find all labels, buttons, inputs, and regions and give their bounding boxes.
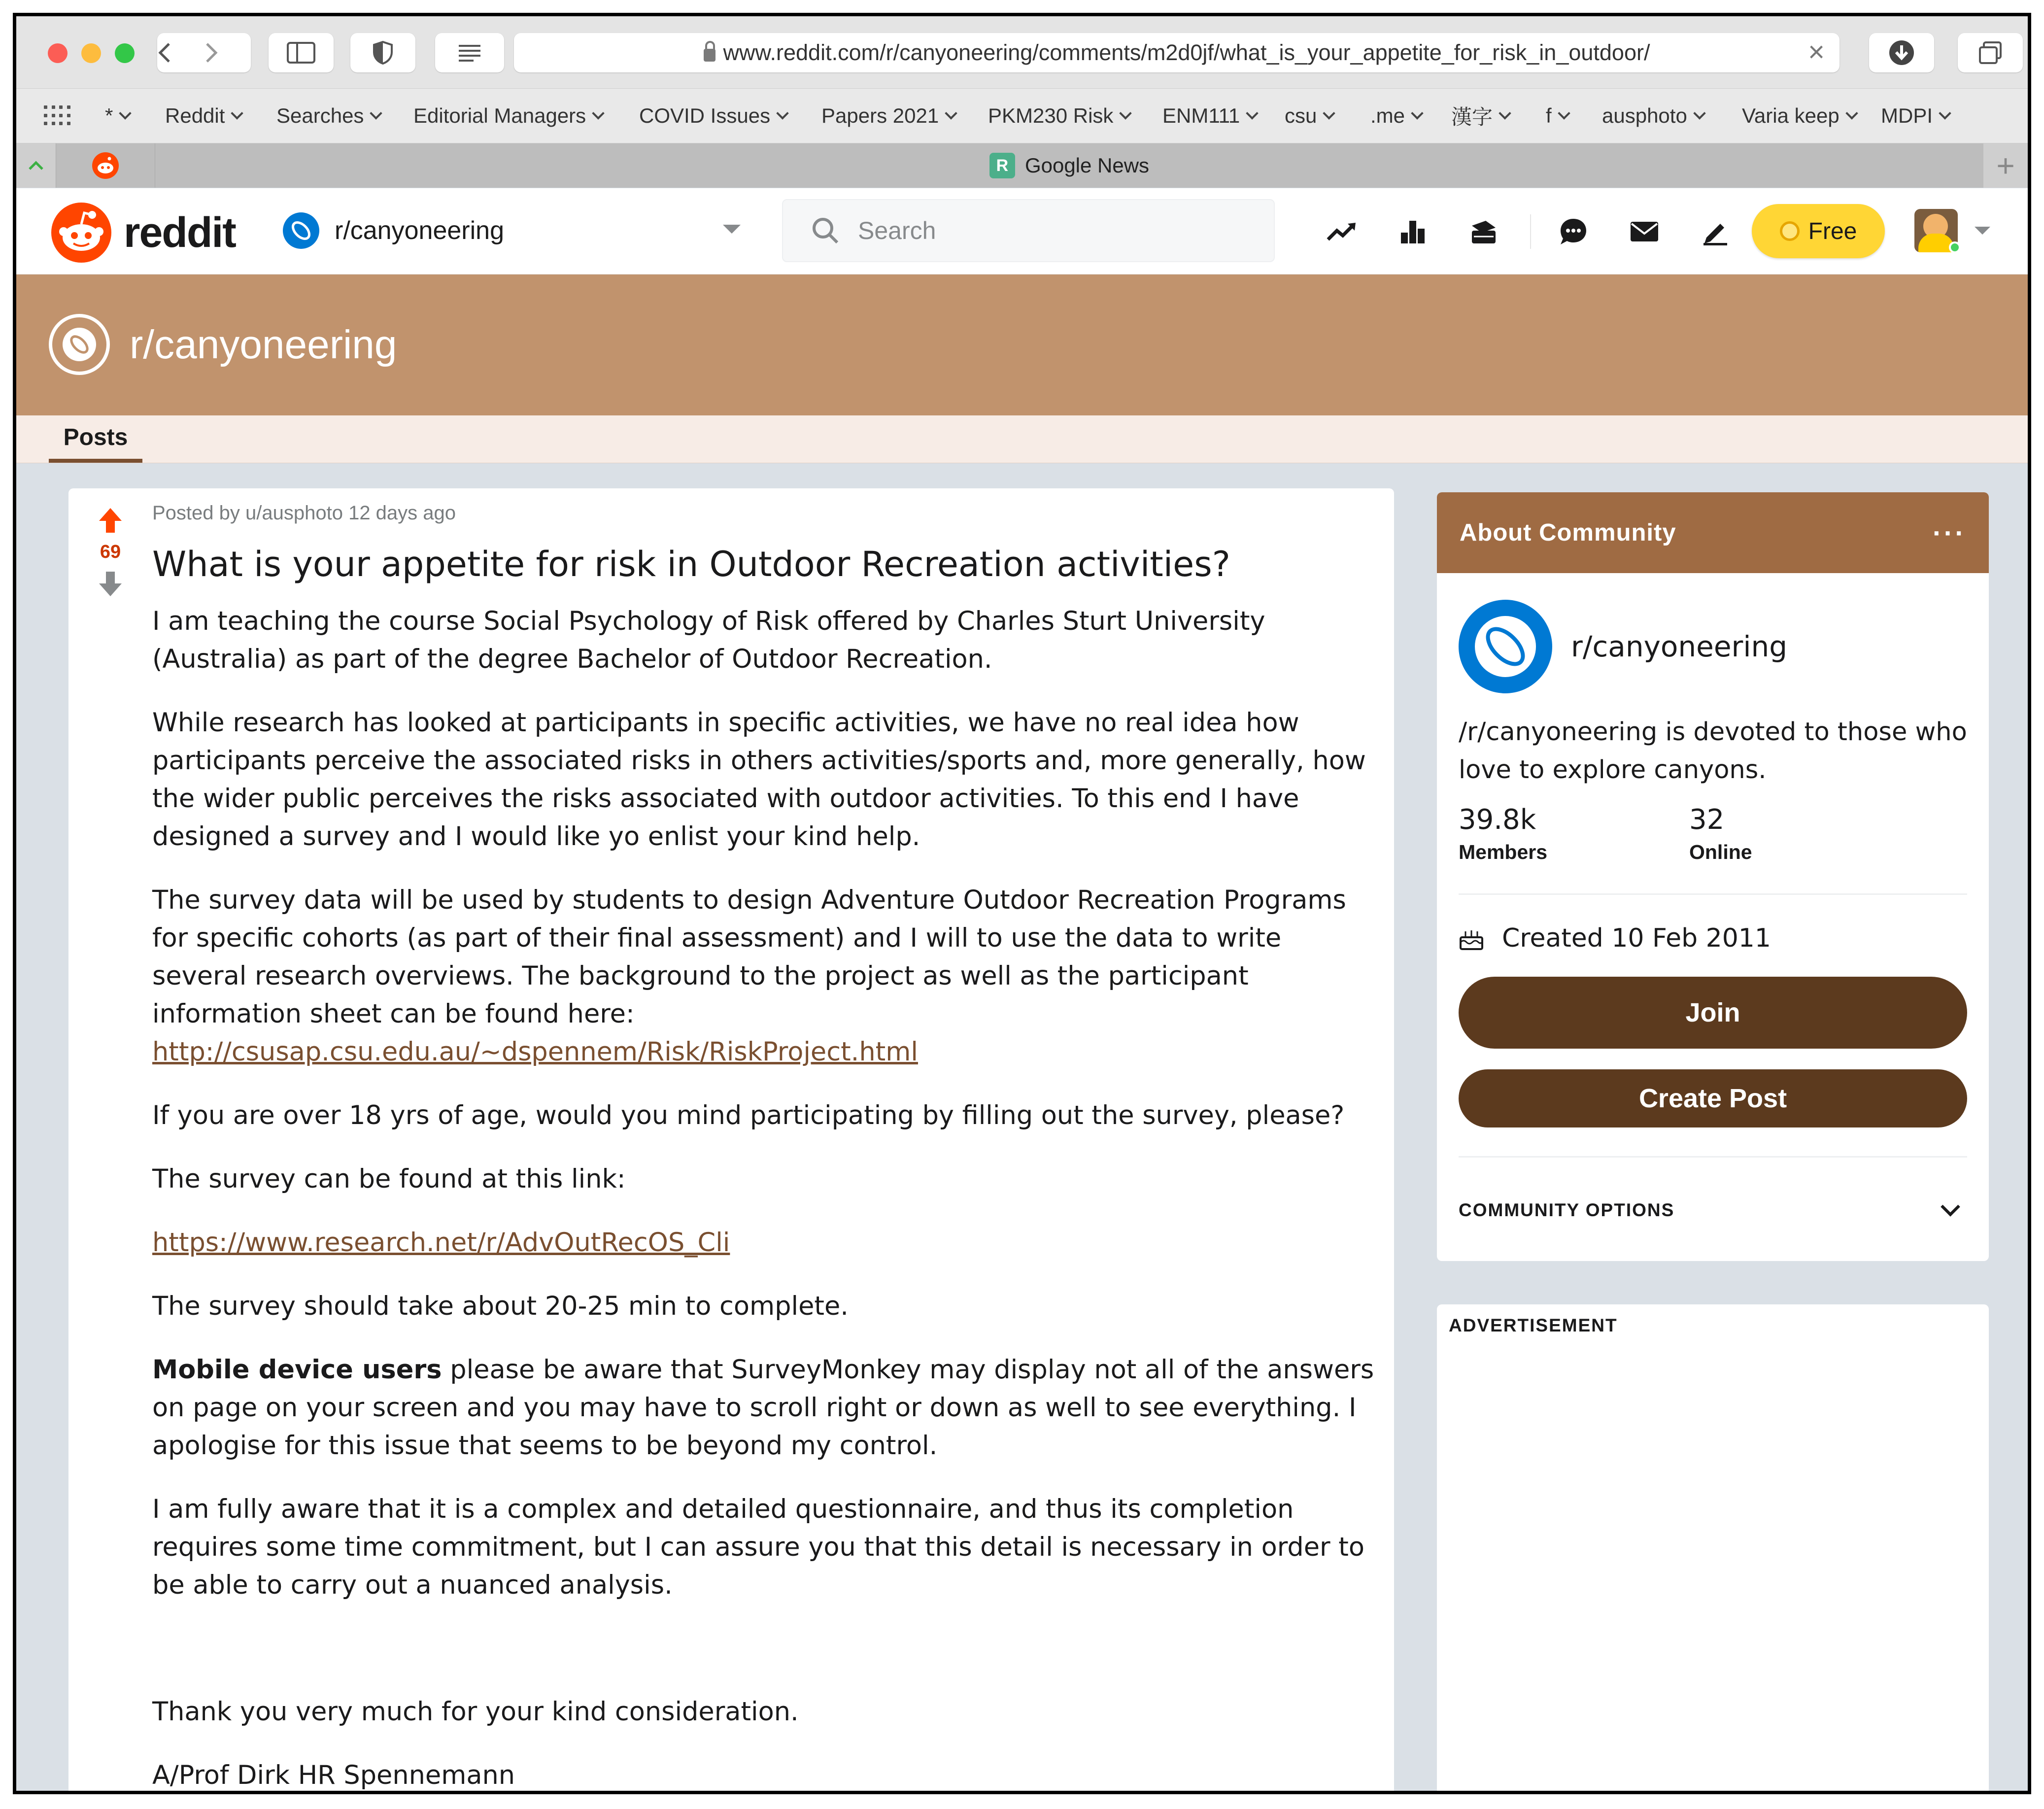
post-signature: A/Prof Dirk HR Spennemann — [152, 1760, 515, 1790]
created-date — [1459, 923, 1967, 953]
zoom-window-button[interactable] — [115, 43, 135, 63]
community-nav — [16, 415, 2028, 463]
trending-icon — [1326, 221, 1358, 242]
shield-icon — [372, 40, 394, 65]
tab-posts[interactable]: Posts — [49, 415, 142, 463]
created-text: Created 10 Feb 2011 — [1502, 923, 1771, 953]
chevron-down-icon — [1693, 107, 1705, 119]
header-actions — [1317, 208, 1762, 255]
search-icon — [811, 216, 840, 245]
post-bold-text: Mobile device users — [152, 1355, 442, 1385]
bookmark-label: MDPI — [1881, 104, 1933, 127]
chevron-down-icon — [1120, 107, 1132, 119]
google-news-favicon-icon: R — [989, 153, 1015, 178]
community-name[interactable]: r/canyoneering — [1571, 630, 1788, 663]
minimize-window-button[interactable] — [81, 43, 101, 63]
chevron-down-icon — [1499, 107, 1511, 119]
coins-icon — [1468, 218, 1499, 245]
about-community-header — [1437, 492, 1989, 573]
download-icon — [1888, 39, 1915, 67]
chevron-down-icon — [945, 107, 957, 119]
bookmark-label: Editorial Managers — [413, 104, 586, 127]
chevron-right-icon — [204, 42, 219, 64]
divider — [1459, 1156, 1967, 1158]
header-divider — [1530, 214, 1531, 249]
chevron-down-icon — [119, 107, 132, 119]
bookmark-label: Papers 2021 — [821, 104, 939, 127]
chevron-down-icon — [1323, 107, 1335, 119]
members-stat — [1459, 804, 1689, 864]
community-name: r/canyoneering — [335, 216, 504, 245]
bookmark-folder[interactable] — [1451, 89, 1509, 143]
bookmark-folder[interactable] — [165, 89, 241, 143]
community-logo-icon — [60, 325, 99, 364]
online-status-icon — [1949, 241, 1961, 253]
reddit-home-link[interactable] — [51, 202, 236, 263]
mail-icon — [1630, 221, 1659, 242]
create-post-button[interactable]: Create Post — [1459, 1069, 1967, 1127]
browser-toolbar — [16, 16, 2028, 89]
bookmark-label: ENM111 — [1162, 104, 1240, 127]
survey-link[interactable]: https://www.research.net/r/AdvOutRecOS_Cli — [152, 1228, 730, 1258]
bookmark-folder[interactable] — [413, 89, 603, 143]
tab-google-news[interactable] — [155, 143, 1983, 188]
bookmark-folder[interactable] — [276, 89, 380, 143]
bookmark-folder[interactable] — [1546, 89, 1568, 143]
tab-reddit[interactable] — [56, 143, 155, 188]
post-text: please be aware that SurveyMonkey may display not all of the answers on page on your screen and you may have to scroll right or down as well to see everything. I apologise for this issue that seems to be beyond my control. — [152, 1355, 1374, 1461]
bookmark-label: PKM230 Risk — [988, 104, 1114, 127]
chevron-down-icon — [1845, 107, 1858, 119]
address-bar[interactable] — [514, 33, 1840, 72]
post-paragraph: I am teaching the course Social Psychology of Risk offered by Charles Sturt University (Australia) as part of the degree Bachelor of Outdoor Recreation. — [152, 606, 1265, 674]
chevron-down-icon — [592, 107, 604, 119]
leaderboard-icon — [1399, 218, 1427, 245]
post-title: What is your appetite for risk in Outdoor Recreation activities? — [152, 544, 1230, 584]
post-paragraph: I am fully aware that it is a complex and detailed questionnaire, and thus its completion requires some time commitment, but I can assure you that this detail is necessary in order to be able to carry out a nuanced analysis. — [152, 1494, 1365, 1600]
post-meta: Posted by u/ausphoto 12 days ago — [152, 502, 456, 524]
bookmark-label: ausphoto — [1602, 104, 1687, 127]
members-count: 39.8k — [1459, 804, 1536, 836]
chat-icon — [1559, 217, 1588, 246]
bookmark-label: * — [105, 104, 113, 127]
community-logo-icon — [1468, 610, 1542, 683]
project-link[interactable]: http://csusap.csu.edu.au/~dspennem/Risk/RiskProject.html — [152, 1037, 918, 1067]
tabs-overview-icon — [1978, 40, 2003, 65]
community-row — [1459, 600, 1967, 693]
post-paragraph: If you are over 18 yrs of age, would you mind participating by filling out the survey, please? — [152, 1100, 1345, 1130]
chevron-down-icon — [231, 107, 243, 119]
bookmark-label: csu — [1285, 104, 1317, 127]
community-options-toggle[interactable] — [1459, 1200, 1967, 1221]
online-count: 32 — [1689, 804, 1725, 836]
about-community-widget — [1437, 492, 1989, 1261]
bookmarks-bar — [16, 89, 2028, 143]
members-label: Members — [1459, 841, 1548, 863]
community-avatar — [1459, 600, 1552, 693]
bookmark-folder[interactable] — [1602, 89, 1704, 143]
chevron-down-icon — [1939, 107, 1951, 119]
downloads-button[interactable] — [1869, 33, 1934, 72]
apps-grid-icon[interactable] — [44, 105, 71, 127]
tab-title: Google News — [1024, 154, 1150, 177]
post-paragraph — [152, 1351, 1379, 1465]
community-title: r/canyoneering — [130, 322, 397, 367]
free-coins-button[interactable] — [1752, 204, 1885, 258]
pinned-tab[interactable] — [16, 143, 56, 188]
search-input[interactable] — [782, 199, 1275, 262]
pencil-icon — [1702, 218, 1729, 245]
join-button[interactable]: Join — [1459, 977, 1967, 1049]
post-body — [152, 602, 1379, 1794]
downvote-icon[interactable] — [97, 570, 124, 598]
bookmark-folder[interactable] — [1881, 89, 1949, 143]
community-stats — [1459, 804, 1967, 864]
post-paragraph: Thank you very much for your kind consideration. — [152, 1697, 799, 1727]
back-button[interactable] — [157, 42, 204, 64]
more-options-icon[interactable]: ··· — [1933, 517, 1966, 548]
browser-window — [13, 13, 2031, 1794]
upvote-icon[interactable] — [97, 506, 124, 535]
sidebar-toggle-button[interactable] — [269, 33, 334, 72]
post-paragraph — [152, 881, 1379, 1071]
post-paragraph: While research has looked at participants in specific activities, we have no real idea how participants perceive the associated risks in others activities/sports and, more generally, how the wider public perceives the risks associated with outdoor activities. To this end I have designed a survey and I would like yo enlist your kind help. — [152, 708, 1366, 852]
bookmark-label: .me — [1370, 104, 1405, 127]
clear-url-icon[interactable]: × — [1808, 36, 1825, 68]
vote-column — [68, 488, 152, 598]
lock-icon — [704, 49, 715, 62]
sidebar-icon — [286, 41, 316, 64]
free-label: Free — [1808, 218, 1857, 244]
bookmark-label: 漢字 — [1451, 105, 1493, 129]
back-forward-buttons — [157, 33, 251, 72]
advertisement-widget — [1437, 1304, 1989, 1794]
bookmark-folder[interactable] — [1162, 89, 1257, 143]
chevron-down-icon — [1558, 107, 1570, 119]
post-paragraph: The survey should take about 20-25 min to complete. — [152, 1291, 849, 1321]
reader-button[interactable] — [435, 33, 504, 72]
cake-icon — [1459, 925, 1484, 951]
popular-button[interactable] — [1317, 208, 1366, 255]
bookmark-label: Reddit — [165, 104, 225, 127]
close-window-button[interactable] — [48, 43, 68, 63]
bookmark-folder[interactable] — [1285, 89, 1333, 143]
community-options-label: COMMUNITY OPTIONS — [1459, 1200, 1675, 1220]
reader-icon — [457, 43, 482, 63]
chat-button[interactable] — [1549, 208, 1598, 255]
advertisement-label: ADVERTISEMENT — [1449, 1315, 1618, 1335]
reddit-wordmark: reddit — [124, 208, 236, 256]
post-paragraph — [152, 1224, 1379, 1262]
chevron-down-icon — [1246, 107, 1258, 119]
reddit-header — [16, 188, 2028, 274]
post-paragraph: The survey can be found at this link: — [152, 1164, 626, 1194]
bookmark-label: Varia keep — [1742, 104, 1840, 127]
post-text: The survey data will be used by students to design Adventure Outdoor Recreation Programs for specific cohorts (as part of their final assessment) and I will to use the data to write several research overviews. The background to the project as well as the participant information sheet can be found here: — [152, 885, 1346, 1029]
bookmark-label: Searches — [276, 104, 364, 127]
search-placeholder: Search — [858, 217, 936, 244]
inbox-button[interactable] — [1620, 208, 1669, 255]
chevron-down-icon — [1975, 227, 1990, 235]
address-url: www.reddit.com/r/canyoneering/comments/m2d0jf/what_is_your_appetite_for_risk_in_outdoor/ — [723, 40, 1650, 65]
coins-button[interactable] — [1459, 208, 1508, 255]
user-menu[interactable] — [1914, 206, 2003, 255]
chevron-down-icon — [776, 107, 788, 119]
bookmark-folder[interactable] — [988, 89, 1130, 143]
create-post-button[interactable] — [1691, 208, 1740, 255]
community-description: /r/canyoneering is devoted to those who love to explore canyons. — [1459, 717, 1967, 785]
show-tabs-button[interactable] — [1958, 33, 2023, 72]
chevron-left-icon — [157, 42, 172, 64]
bookmark-folder[interactable] — [821, 89, 955, 143]
bookmark-folder[interactable] — [1742, 89, 1856, 143]
privacy-shield-button[interactable] — [350, 33, 415, 72]
community-dropdown[interactable] — [282, 202, 741, 259]
bookmark-folder[interactable] — [639, 89, 787, 143]
reddit-favicon-icon — [92, 152, 119, 179]
online-label: Online — [1689, 841, 1752, 863]
reddit-snoo-icon — [51, 202, 112, 263]
chevron-down-icon — [723, 225, 741, 234]
community-icon — [49, 314, 110, 375]
leaderboard-button[interactable] — [1388, 208, 1437, 255]
bookmark-label: f — [1546, 104, 1552, 127]
community-icon — [282, 212, 320, 249]
post-content — [152, 488, 1379, 1794]
bookmark-folder[interactable] — [105, 89, 130, 143]
tab-bar — [16, 143, 2028, 188]
about-community-title: About Community — [1460, 519, 1676, 546]
bookmark-label: COVID Issues — [639, 104, 771, 127]
chevron-down-icon — [370, 107, 382, 119]
coin-icon — [1780, 221, 1800, 241]
new-tab-button[interactable]: + — [1996, 148, 2015, 183]
caret-up-icon — [28, 160, 44, 171]
online-stat — [1689, 804, 1920, 864]
bookmark-folder[interactable] — [1370, 89, 1422, 143]
post-card — [68, 488, 1394, 1794]
community-banner — [16, 274, 2028, 415]
chevron-down-icon — [1411, 107, 1423, 119]
chevron-down-icon — [1941, 1197, 1960, 1217]
divider — [1459, 893, 1967, 895]
vote-count: 69 — [100, 542, 121, 562]
forward-button[interactable] — [204, 42, 251, 64]
